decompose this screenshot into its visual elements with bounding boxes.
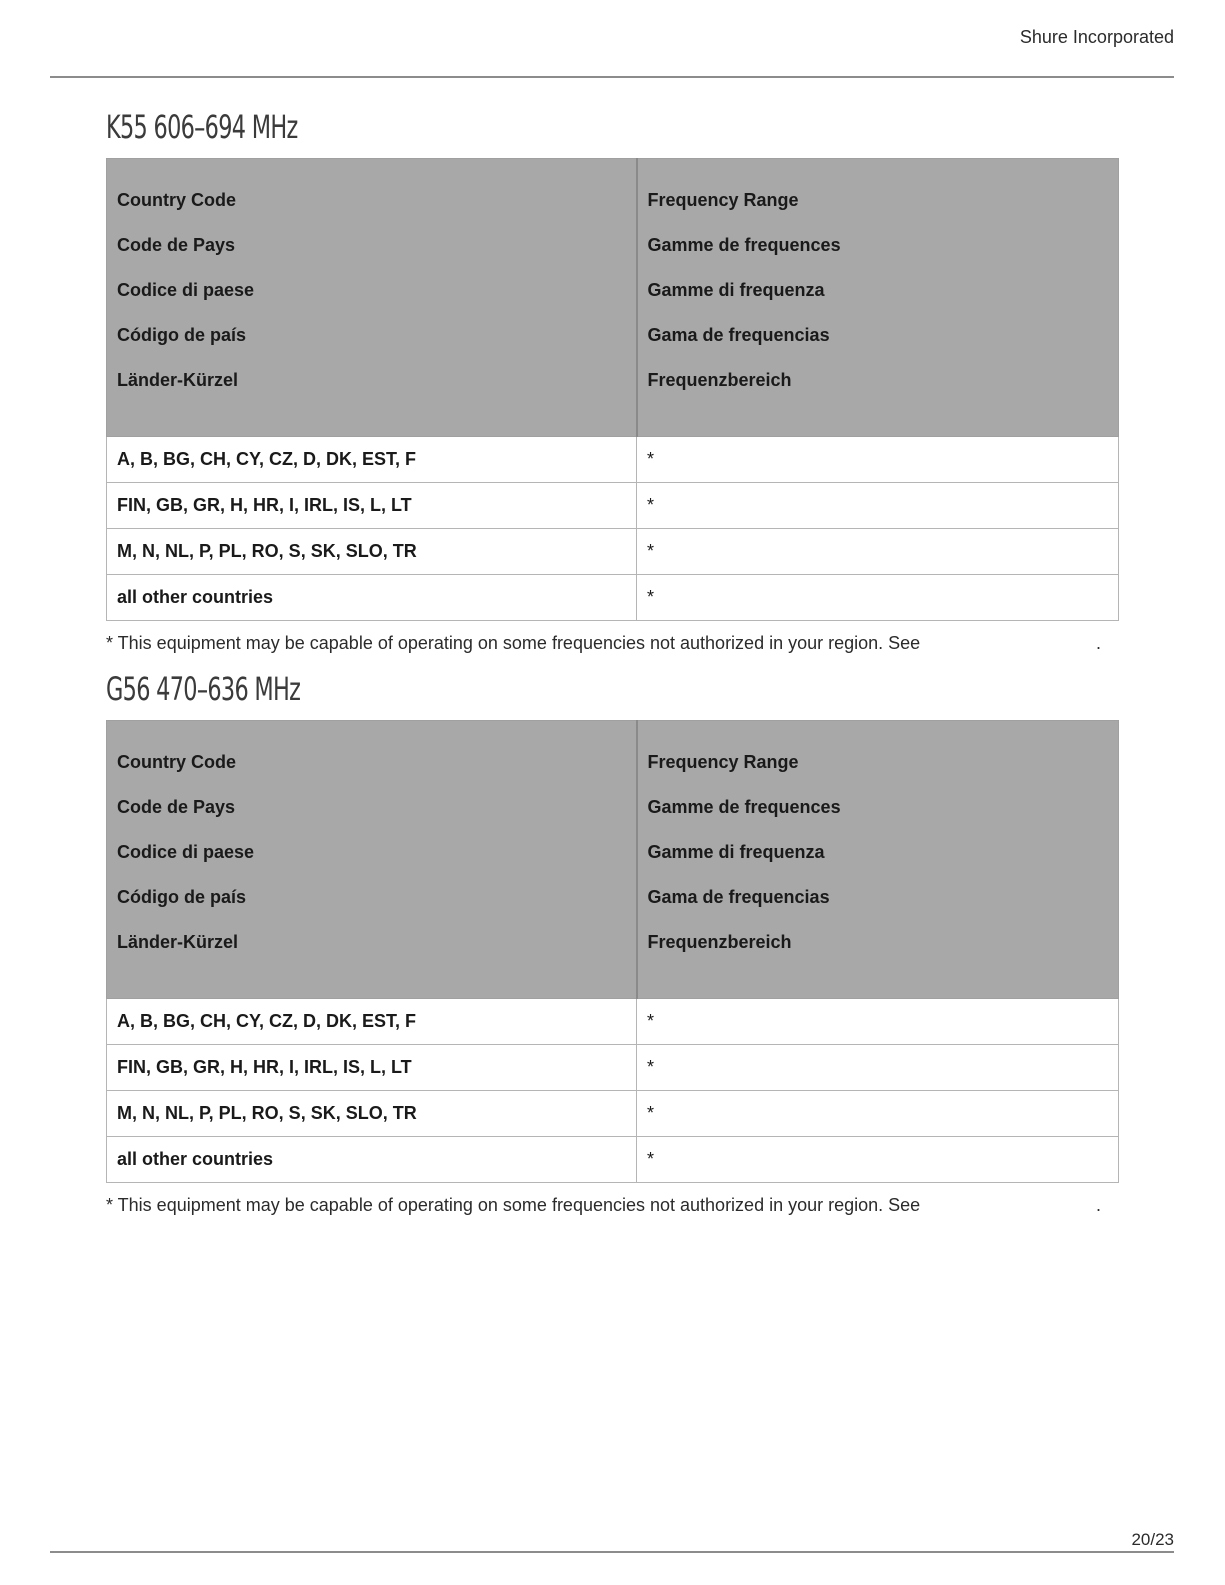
country-codes-cell: FIN, GB, GR, H, HR, I, IRL, IS, L, LT	[107, 1045, 637, 1091]
header-company-name: Shure Incorporated	[1019, 27, 1174, 47]
header-label: Código de país	[117, 887, 247, 907]
header-label: Code de Pays	[117, 235, 236, 255]
table-row	[107, 1137, 1119, 1183]
header-divider	[50, 76, 1174, 78]
frequency-section-g56	[106, 668, 1118, 1219]
footnote-end: .	[1096, 1195, 1102, 1215]
footnote	[106, 631, 1118, 657]
country-codes-cell: all other countries	[107, 1137, 637, 1183]
header-label: Frequency Range	[647, 190, 799, 210]
page-number: 20/23	[1131, 1530, 1174, 1549]
header-label: Country Code	[117, 190, 236, 210]
footnote-text: * This equipment may be capable of operating on some frequencies not authorized in your region. See	[106, 633, 921, 653]
country-codes-cell: M, N, NL, P, PL, RO, S, SK, SLO, TR	[107, 1091, 637, 1137]
country-codes-cell: A, B, BG, CH, CY, CZ, D, DK, EST, F	[107, 999, 637, 1045]
frequency-range-cell: *	[637, 1045, 1119, 1091]
country-code-header	[107, 721, 637, 999]
frequency-range-cell: *	[637, 529, 1119, 575]
header-label: Gamme di frequenza	[647, 280, 825, 300]
header-label: Country Code	[117, 752, 236, 772]
footnote	[106, 1193, 1118, 1219]
header-label: Frequenzbereich	[647, 932, 792, 952]
header-label: Codice di paese	[117, 842, 255, 862]
country-code-header	[107, 159, 637, 437]
country-codes-cell: A, B, BG, CH, CY, CZ, D, DK, EST, F	[107, 437, 637, 483]
frequency-range-header	[637, 721, 1119, 999]
table-header-row	[107, 721, 1119, 999]
table-row	[107, 483, 1119, 529]
table-row	[107, 575, 1119, 621]
frequency-table	[106, 158, 1119, 621]
header-label: Código de país	[117, 325, 247, 345]
frequency-range-cell: *	[637, 1137, 1119, 1183]
frequency-range-cell: *	[637, 1091, 1119, 1137]
country-codes-cell: M, N, NL, P, PL, RO, S, SK, SLO, TR	[107, 529, 637, 575]
section-title: K55 606–694 MHz	[106, 108, 298, 146]
section-title: G56 470–636 MHz	[106, 670, 301, 708]
header-label: Gama de frequencias	[647, 887, 830, 907]
table-row	[107, 437, 1119, 483]
frequency-section-k55	[106, 106, 1118, 657]
header-label: Code de Pays	[117, 797, 236, 817]
table-row	[107, 1045, 1119, 1091]
table-row	[107, 999, 1119, 1045]
frequency-range-cell: *	[637, 437, 1119, 483]
frequency-range-cell: *	[637, 575, 1119, 621]
table-header-row	[107, 159, 1119, 437]
frequency-table	[106, 720, 1119, 1183]
country-codes-cell: FIN, GB, GR, H, HR, I, IRL, IS, L, LT	[107, 483, 637, 529]
header-label: Frequenzbereich	[647, 370, 792, 390]
country-codes-cell: all other countries	[107, 575, 637, 621]
table-row	[107, 529, 1119, 575]
header-label: Länder-Kürzel	[117, 932, 239, 952]
footer-divider	[50, 1551, 1174, 1553]
header-label: Frequency Range	[647, 752, 799, 772]
header-label: Codice di paese	[117, 280, 255, 300]
frequency-range-cell: *	[637, 483, 1119, 529]
header-label: Gamme de frequences	[647, 235, 841, 255]
header-label: Länder-Kürzel	[117, 370, 239, 390]
table-row	[107, 1091, 1119, 1137]
header-label: Gamme de frequences	[647, 797, 841, 817]
footnote-end: .	[1096, 633, 1102, 653]
header-label: Gamme di frequenza	[647, 842, 825, 862]
frequency-range-cell: *	[637, 999, 1119, 1045]
header-label: Gama de frequencias	[647, 325, 830, 345]
footnote-text: * This equipment may be capable of operating on some frequencies not authorized in your region. See	[106, 1195, 921, 1215]
frequency-range-header	[637, 159, 1119, 437]
